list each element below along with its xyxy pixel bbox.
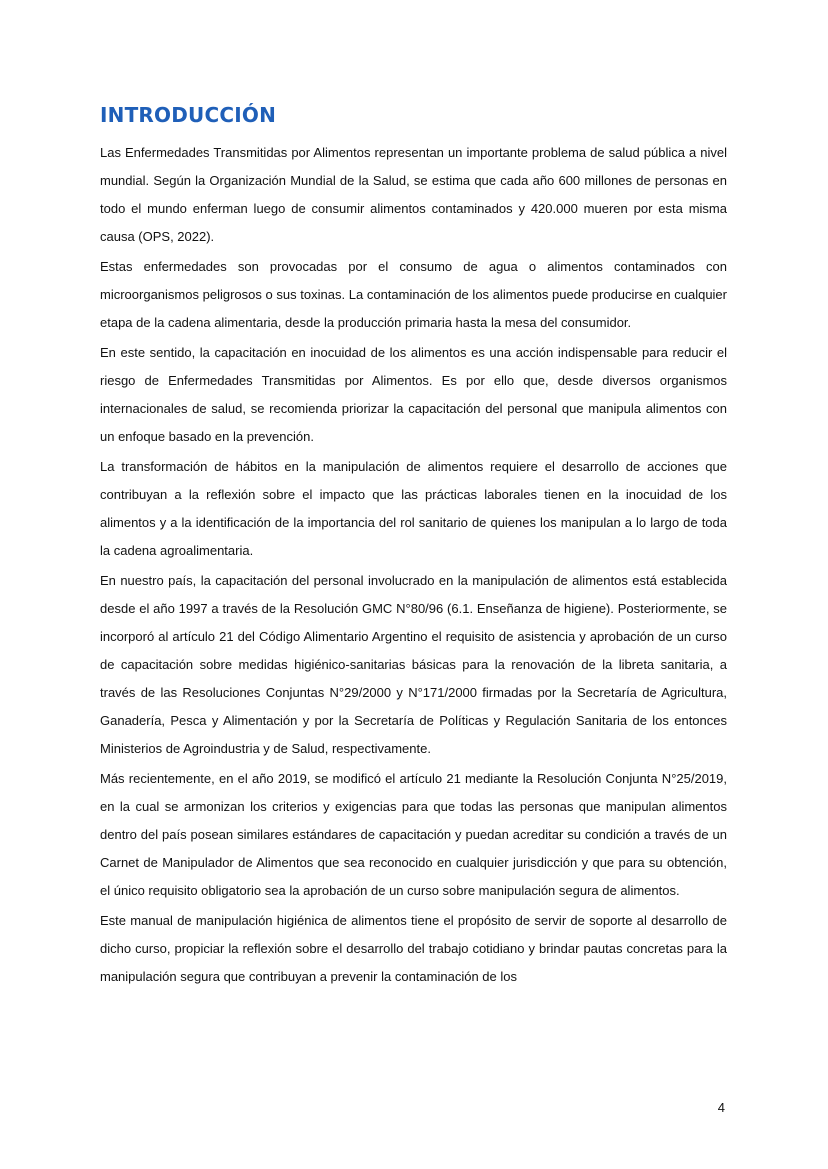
section-heading: INTRODUCCIÓN [100,103,277,127]
paragraph-6: Más recientemente, en el año 2019, se modificó el artículo 21 mediante la Resolución Conjunta N°25/2019, en la cual se armonizan los criterios y exigencias para que todas las personas que manipulan alimentos dentro del país posean similares estándares de capacitación y puedan acreditar su condición a través de un Carnet de Manipulador de Alimentos que sea reconocido en cualquier jurisdicción y que para su obtención, el único requisito obligatorio sea la aprobación de un curso sobre manipulación segura de alimentos. [100,771,727,898]
paragraph-1: Las Enfermedades Transmitidas por Alimentos representan un importante problema de salud pública a nivel mundial. Según la Organización Mundial de la Salud, se estima que cada año 600 millones de personas en todo el mundo enferman luego de consumir alimentos contaminados y 420.000 mueren por esta misma causa (OPS, 2022). [100,145,727,244]
paragraph-7: Este manual de manipulación higiénica de alimentos tiene el propósito de servir de soporte al desarrollo de dicho curso, propiciar la reflexión sobre el desarrollo del trabajo cotidiano y brindar pautas concretas para la manipulación segura que contribuyan a prevenir la contaminación de los [100,913,727,984]
page-body [100,103,727,993]
paragraph-2: Estas enfermedades son provocadas por el consumo de agua o alimentos contaminados con microorganismos peligrosos o sus toxinas. La contaminación de los alimentos puede producirse en cualquier etapa de la cadena alimentaria, desde la producción primaria hasta la mesa del consumidor. [100,259,727,330]
paragraph-3: En este sentido, la capacitación en inocuidad de los alimentos es una acción indispensable para reducir el riesgo de Enfermedades Transmitidas por Alimentos. Es por ello que, desde diversos organismos internacionales de salud, se recomienda priorizar la capacitación del personal que manipula alimentos con un enfoque basado en la prevención. [100,345,727,444]
paragraph-5: En nuestro país, la capacitación del personal involucrado en la manipulación de alimentos está establecida desde el año 1997 a través de la Resolución GMC N°80/96 (6.1. Enseñanza de higiene). Posteriormente, se incorporó al artículo 21 del Código Alimentario Argentino el requisito de asistencia y aprobación de un curso de capacitación sobre medidas higiénico-sanitarias básicas para la renovación de la libreta sanitaria, a través de las Resoluciones Conjuntas N°29/2000 y N°171/2000 firmadas por la Secretaría de Agricultura, Ganadería, Pesca y Alimentación y por la Secretaría de Políticas y Regulación Sanitaria de los entonces Ministerios de Agroindustria y de Salud, respectivamente. [100,573,727,756]
page-number: 4 [717,1100,725,1115]
paragraph-4: La transformación de hábitos en la manipulación de alimentos requiere el desarrollo de acciones que contribuyan a la reflexión sobre el impacto que las prácticas laborales tienen en la inocuidad de los alimentos y a la identificación de la importancia del rol sanitario de quienes los manipulan a lo largo de toda la cadena agroalimentaria. [100,459,727,558]
